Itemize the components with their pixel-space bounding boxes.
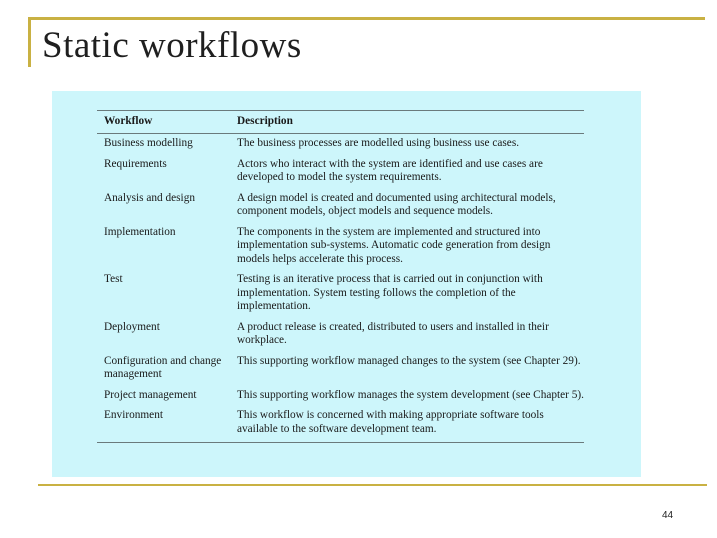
description-cell: Testing is an iterative process that is carried out in conjunction with implementation. System testing follows the completion of the implementation. (237, 273, 543, 312)
description-cell: This supporting workflow manages the system development (see Chapter 5). (237, 388, 584, 401)
table-row (97, 351, 584, 385)
description-cell: A product release is created, distributed to users and installed in their workplace. (237, 320, 549, 346)
left-rule (28, 17, 31, 67)
page-number: 44 (662, 510, 674, 521)
description-cell: Actors who interact with the system are identified and use cases are developed to model the system requirements. (237, 157, 543, 183)
table-row (97, 270, 584, 318)
table-panel (52, 91, 641, 477)
workflow-cell: Configuration and change management (104, 354, 222, 380)
description-cell: A design model is created and documented using architectural models, component models, object models and sequence models. (237, 191, 556, 217)
table-row (97, 385, 584, 406)
workflow-cell: Business modelling (104, 137, 193, 149)
workflow-table (97, 110, 584, 443)
slide-title: Static workflows (42, 25, 302, 66)
header-description: Description (230, 111, 584, 134)
bottom-rule (38, 484, 707, 486)
workflow-cell: Analysis and design (104, 191, 195, 204)
header-workflow: Workflow (97, 111, 230, 134)
description-cell: This supporting workflow managed changes to the system (see Chapter 29). (237, 354, 581, 367)
top-rule (28, 17, 705, 20)
table-row (97, 154, 584, 188)
workflow-cell: Deployment (104, 320, 160, 333)
description-cell: The components in the system are implemented and structured into implementation sub-systems. Automatic code generation from design models helps accelerate this process. (237, 225, 551, 265)
table-row (97, 133, 584, 154)
table-row (97, 317, 584, 351)
workflow-cell: Test (104, 273, 123, 285)
description-cell: The business processes are modelled using business use cases. (237, 137, 520, 149)
description-cell: This workflow is concerned with making appropriate software tools available to the software development team. (230, 406, 584, 443)
table-row (97, 222, 584, 270)
table-row (97, 188, 584, 222)
table-row (97, 406, 584, 443)
workflow-cell: Project management (104, 388, 197, 401)
table-header-row (97, 111, 584, 134)
workflow-cell: Environment (97, 406, 230, 443)
workflow-cell: Requirements (104, 157, 167, 170)
workflow-cell: Implementation (104, 225, 176, 238)
